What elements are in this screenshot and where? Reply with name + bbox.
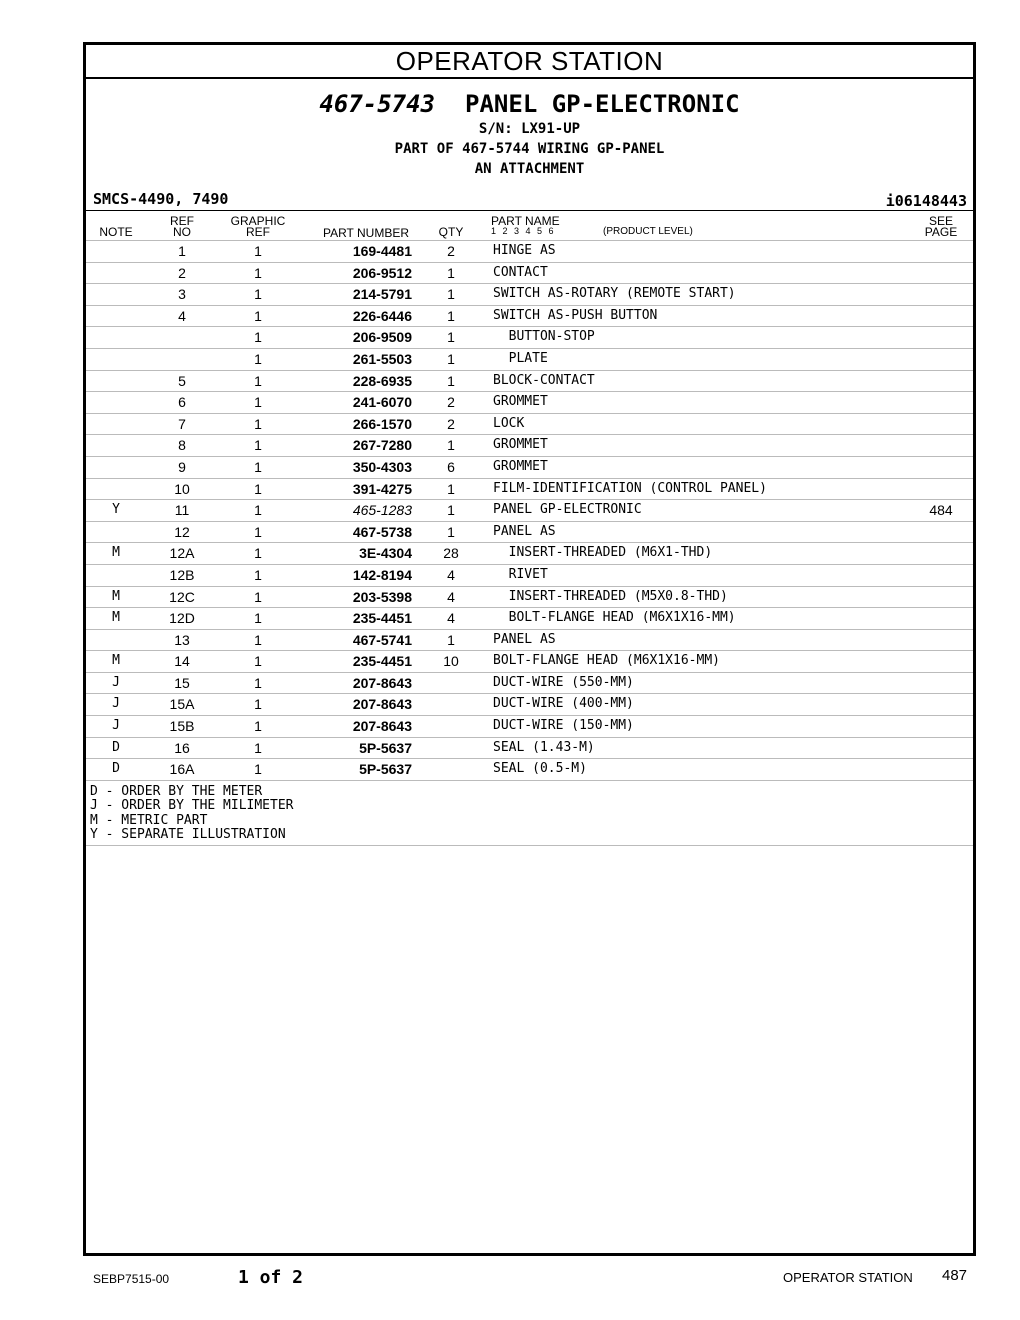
header-qty: QTY — [438, 225, 464, 239]
row-part-name: INSERT-THREADED (M6X1-THD) — [493, 545, 713, 561]
row-part-name: LOCK — [493, 415, 525, 431]
row-part-number: 142-8194 — [352, 566, 412, 583]
row-qty: 1 — [447, 264, 455, 281]
table-row — [86, 327, 973, 349]
row-part-number: 207-8643 — [352, 674, 412, 691]
header-see-line1: SEE — [928, 214, 953, 228]
row-graphic-ref: 1 — [254, 502, 262, 519]
row-graphic-ref: 1 — [254, 718, 262, 735]
row-part-name: BOLT-FLANGE HEAD (M6X1X16-MM) — [493, 653, 720, 669]
table-row — [86, 759, 973, 781]
group-title — [86, 89, 973, 119]
table-row — [86, 349, 973, 371]
table-row — [86, 371, 973, 393]
row-part-number: 214-5791 — [352, 286, 412, 303]
document-id: SEBP7515-00 — [93, 1272, 170, 1286]
header-product-level-label: (PRODUCT LEVEL) — [603, 226, 693, 237]
row-ref-no: 12C — [169, 588, 195, 605]
row-part-number: 235-4451 — [352, 653, 412, 670]
row-see-page: 484 — [929, 502, 953, 519]
table-row — [86, 500, 973, 522]
note-legend-line: M - METRIC PART — [90, 812, 208, 828]
table-row — [86, 414, 973, 436]
row-part-number: 169-4481 — [352, 243, 412, 259]
row-part-name: GROMMET — [493, 394, 548, 410]
row-part-number: 207-8643 — [352, 696, 412, 713]
row-note: M — [112, 653, 120, 669]
header-note: NOTE — [99, 225, 133, 239]
row-note: J — [112, 718, 120, 734]
row-ref-no: 12D — [169, 610, 195, 627]
row-ref-no: 13 — [174, 631, 190, 648]
row-note: M — [112, 610, 120, 626]
row-note: M — [112, 588, 120, 604]
row-ref-no: 16A — [169, 761, 195, 778]
row-qty: 1 — [447, 480, 455, 497]
row-part-name: GROMMET — [493, 437, 548, 453]
row-ref-no: 15A — [169, 696, 195, 713]
serial-range: S/N: LX91-UP — [478, 121, 581, 137]
row-part-number: 206-9512 — [352, 264, 412, 281]
table-row — [86, 608, 973, 630]
row-graphic-ref: 1 — [254, 588, 262, 605]
row-graphic-ref: 1 — [254, 631, 262, 648]
column-headers — [86, 211, 973, 241]
row-graphic-ref: 1 — [254, 480, 262, 497]
row-part-number: 203-5398 — [352, 588, 412, 605]
row-ref-no: 10 — [174, 480, 190, 497]
row-qty: 4 — [447, 566, 455, 583]
table-row — [86, 651, 973, 673]
row-part-number: 391-4275 — [352, 480, 412, 497]
row-part-number: 5P-5637 — [359, 761, 412, 778]
table-row — [86, 392, 973, 414]
row-ref-no: 15 — [174, 674, 190, 691]
row-graphic-ref: 1 — [254, 458, 262, 475]
row-part-name: BOLT-FLANGE HEAD (M6X1X16-MM) — [493, 610, 736, 626]
row-qty: 2 — [447, 394, 455, 411]
row-graphic-ref: 1 — [254, 739, 262, 756]
row-qty: 2 — [447, 243, 455, 259]
table-row — [86, 522, 973, 544]
row-part-number: 350-4303 — [352, 458, 412, 475]
row-ref-no: 12 — [174, 523, 190, 540]
row-part-number: 5P-5637 — [359, 739, 412, 756]
row-part-number: 226-6446 — [352, 307, 412, 324]
parts-table — [86, 241, 973, 781]
note-legend-line: Y - SEPARATE ILLUSTRATION — [90, 827, 286, 843]
header-see-line2: PAGE — [924, 225, 958, 239]
row-ref-no: 12A — [169, 545, 195, 562]
row-part-number: 267-7280 — [352, 437, 412, 454]
row-graphic-ref: 1 — [254, 264, 262, 281]
row-part-name: SEAL (1.43-M) — [493, 739, 595, 755]
header-product-level-numbers: 1 2 3 4 5 6 — [491, 226, 554, 236]
table-row — [86, 479, 973, 501]
row-qty: 2 — [447, 415, 455, 432]
row-part-name: BLOCK-CONTACT — [493, 372, 595, 388]
row-graphic-ref: 1 — [254, 761, 262, 778]
header-graphic-ref — [228, 216, 288, 238]
table-row — [86, 306, 973, 328]
page-of-count: 1 of 2 — [238, 1267, 304, 1288]
row-ref-no: 9 — [178, 458, 186, 475]
footer-section-name: OPERATOR STATION — [783, 1270, 913, 1285]
note-legend-line: J - ORDER BY THE MILIMETER — [90, 798, 294, 814]
row-part-number: 228-6935 — [352, 372, 412, 389]
section-title: OPERATOR STATION — [86, 45, 973, 79]
row-ref-no: 15B — [169, 718, 195, 735]
row-graphic-ref: 1 — [254, 350, 262, 367]
row-qty: 1 — [447, 523, 455, 540]
header-ref-line1: REF — [170, 214, 194, 228]
row-ref-no: 16 — [174, 739, 190, 756]
row-graphic-ref: 1 — [254, 286, 262, 303]
header-graphic-line1: GRAPHIC — [230, 214, 286, 228]
header-part-name: PART NAME — [491, 214, 560, 228]
illustration-id: i06148443 — [885, 192, 967, 210]
row-graphic-ref: 1 — [254, 243, 262, 259]
row-qty: 1 — [447, 502, 455, 519]
row-ref-no: 8 — [178, 437, 186, 454]
header-see-page — [906, 216, 976, 238]
row-note: M — [112, 545, 120, 561]
table-row — [86, 630, 973, 652]
row-graphic-ref: 1 — [254, 523, 262, 540]
row-note: J — [112, 674, 120, 690]
row-part-name: INSERT-THREADED (M5X0.8-THD) — [493, 588, 728, 604]
table-row — [86, 543, 973, 565]
note-legend-line: D - ORDER BY THE METER — [90, 783, 263, 799]
row-part-name: BUTTON-STOP — [493, 329, 595, 345]
row-part-number: 467-5738 — [352, 523, 412, 540]
page-footer — [0, 1262, 1020, 1292]
group-header — [86, 79, 973, 179]
row-part-name: SWITCH AS-ROTARY (REMOTE START) — [493, 286, 736, 302]
row-part-name: FILM-IDENTIFICATION (CONTROL PANEL) — [493, 480, 767, 496]
row-qty: 1 — [447, 329, 455, 346]
part-of-line: PART OF 467-5744 WIRING GP-PANEL — [394, 141, 665, 157]
parts-page-frame — [83, 42, 976, 1256]
row-part-number: 467-5741 — [352, 631, 412, 648]
row-ref-no: 3 — [178, 286, 186, 303]
header-ref-line2: NO — [173, 225, 191, 239]
row-part-number: 266-1570 — [352, 415, 412, 432]
table-row — [86, 587, 973, 609]
row-qty: 6 — [447, 458, 455, 475]
header-graphic-line2: REF — [246, 225, 270, 239]
row-ref-no: 4 — [178, 307, 186, 324]
row-graphic-ref: 1 — [254, 415, 262, 432]
row-graphic-ref: 1 — [254, 329, 262, 346]
row-part-number: 235-4451 — [352, 610, 412, 627]
smcs-row — [86, 189, 973, 211]
row-ref-no: 6 — [178, 394, 186, 411]
row-graphic-ref: 1 — [254, 610, 262, 627]
row-part-number: 3E-4304 — [359, 545, 412, 562]
header-part-number: PART NUMBER — [322, 226, 409, 240]
row-graphic-ref: 1 — [254, 566, 262, 583]
row-ref-no: 14 — [174, 653, 190, 670]
row-part-name: HINGE AS — [493, 243, 556, 258]
header-ref-no — [152, 216, 212, 238]
row-ref-no: 11 — [174, 502, 190, 519]
row-part-name: DUCT-WIRE (150-MM) — [493, 718, 634, 734]
row-part-number: 241-6070 — [352, 394, 412, 411]
row-graphic-ref: 1 — [254, 394, 262, 411]
row-note: Y — [112, 502, 120, 518]
row-qty: 10 — [443, 653, 459, 670]
row-part-number: 465-1283 — [352, 502, 412, 519]
row-graphic-ref: 1 — [254, 696, 262, 713]
row-note: J — [112, 696, 120, 712]
row-part-name: PANEL GP-ELECTRONIC — [493, 502, 642, 518]
group-part-number: 467-5743 — [319, 90, 436, 118]
row-note: D — [112, 739, 120, 755]
row-graphic-ref: 1 — [254, 545, 262, 562]
row-ref-no: 7 — [178, 415, 186, 432]
row-graphic-ref: 1 — [254, 674, 262, 691]
row-part-name: GROMMET — [493, 458, 548, 474]
row-qty: 1 — [447, 350, 455, 367]
group-name: PANEL GP-ELECTRONIC — [465, 90, 740, 118]
row-part-name: PANEL AS — [493, 631, 556, 647]
row-graphic-ref: 1 — [254, 372, 262, 389]
row-qty: 28 — [443, 545, 459, 562]
row-part-name: PANEL AS — [493, 523, 556, 539]
row-ref-no: 12B — [169, 566, 195, 583]
row-qty: 4 — [447, 588, 455, 605]
row-qty: 4 — [447, 610, 455, 627]
row-qty: 1 — [447, 286, 455, 303]
row-part-name: RIVET — [493, 566, 548, 582]
table-row — [86, 435, 973, 457]
notes-legend — [86, 781, 973, 846]
row-qty: 1 — [447, 372, 455, 389]
table-row — [86, 716, 973, 738]
row-ref-no: 2 — [178, 264, 186, 281]
page-number: 487 — [942, 1267, 968, 1284]
row-graphic-ref: 1 — [254, 307, 262, 324]
table-row — [86, 284, 973, 306]
attachment-line: AN ATTACHMENT — [474, 161, 585, 177]
row-part-number: 206-9509 — [352, 329, 412, 346]
table-row — [86, 565, 973, 587]
table-row — [86, 241, 973, 263]
row-qty: 1 — [447, 631, 455, 648]
row-part-name: DUCT-WIRE (400-MM) — [493, 696, 634, 712]
row-part-name: PLATE — [493, 350, 548, 366]
table-row — [86, 263, 973, 285]
row-qty: 1 — [447, 307, 455, 324]
row-part-number: 207-8643 — [352, 718, 412, 735]
row-ref-no: 5 — [178, 372, 186, 389]
table-row — [86, 457, 973, 479]
row-graphic-ref: 1 — [254, 653, 262, 670]
row-qty: 1 — [447, 437, 455, 454]
row-ref-no: 1 — [178, 243, 186, 259]
table-row — [86, 694, 973, 716]
row-part-name: DUCT-WIRE (550-MM) — [493, 674, 634, 690]
row-note: D — [112, 761, 120, 777]
row-part-name: CONTACT — [493, 264, 548, 280]
smcs-codes: SMCS-4490, 7490 — [93, 190, 229, 208]
row-graphic-ref: 1 — [254, 437, 262, 454]
row-part-name: SWITCH AS-PUSH BUTTON — [493, 307, 658, 323]
table-row — [86, 673, 973, 695]
row-part-number: 261-5503 — [352, 350, 412, 367]
table-row — [86, 738, 973, 760]
row-part-name: SEAL (0.5-M) — [493, 761, 587, 777]
